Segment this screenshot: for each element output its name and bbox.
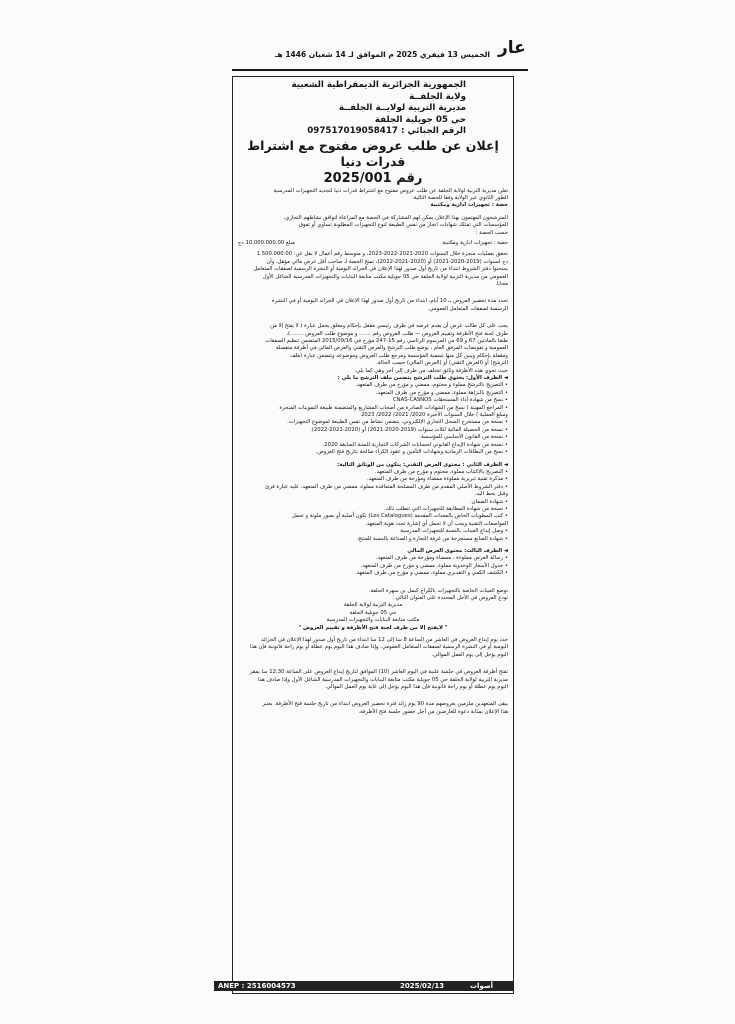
intro-lot: حصة : تجهيزات ادارية ومكتبية (430, 202, 508, 209)
envelope-1-item: • نسخ من شهادة أداء المستحقات CNAS-CASNOS (238, 397, 508, 404)
envelope-1-item: • نسخة من شهادة الإيداع القانوني لحسابات الشركات التجارية للسنة السابقة 2020. (238, 442, 508, 449)
submission-line: ومقفلة بإحكام ويبين كل منها تسمية المؤسسة ومرجع طلب العروض وموضوعه وتتضمن عبارة (ملف (290, 352, 508, 359)
envelope-1-item: • نسخة من القانون الأساسي للمؤسسة. (238, 434, 508, 441)
masthead: عار (498, 38, 526, 58)
duration-line: تحدد مدة تحضير العروض بـ 10 أيام، ابتداء من تاريخ أول صدور لهذا الإعلان في الجرائد اليومية أو في النشرة (271, 298, 508, 305)
envelope-2-item: المواصفات التقنية ويجب أن لا تحمل أي إشارة تحدد هوية المتعهد. (365, 520, 508, 527)
opening-line: اليوم يوم عطلة أو يوم راحة قانونية فإن هذا اليوم يؤجل إلى غاية يوم العمل الموالي. (324, 684, 508, 691)
envelope-1-item: ومبلغ العملية ) خلال السنوات الأخيرة 2020/ 2021/ 2022/ 2023 (361, 412, 508, 419)
header-line: حي 05 جويلية الجلفة (374, 114, 466, 125)
envelope-1-item: • التصريح بالنزاهة مملوء، ممضي و مؤرخ من طرف المتعهد. (238, 390, 508, 397)
envelope-1-item: • التصريح بالترشح مملوء و مختوم، ممضي و مؤرخ من طرف المتعهد. (238, 382, 508, 389)
capacity-line: دج لسنوات (2019-2020-2021) أو (2020-2021-2022)، تمنح الحصة لـ صاحب أقل عرض مالي مؤهل، وأن (266, 258, 508, 265)
submission-line: الترشح) أو (العرض التقني) أو (العرض المالي) حسب الحالة. (376, 360, 508, 367)
submission-line: حيث تحوي هذه الأظرفة وثائق تختلف من ظرف إلى آخر وهي كما يلي: (354, 367, 508, 374)
intro-line: الطور الثانوي عبر الولاية وفقا للحصة التالية: (411, 194, 508, 201)
header-date: الخميس 13 فيفري 2025 م الموافق لـ 14 شعبان 1446 هـ (274, 50, 490, 59)
envelope-2-item: • شهادة الضمان. (238, 499, 508, 506)
opening-line: تفتح أظرفة العروض في جلسة علنية في اليوم العاشر (10) الموافق لتاريخ إيداع العروض على الساعة 12:30 سا بمقر (249, 669, 508, 676)
envelope-2-item: • كتب المطويات الخاص بالمعدات المقدمة (Les Catalogues) تكون أصلية أو بصور ملونة و تحمل (238, 513, 508, 520)
envelope-3-title: ◄ الظرف الثالث: محتوى العرض المالي (238, 548, 508, 555)
capacity-line: مجانا. (495, 280, 508, 287)
header-rule (232, 69, 528, 71)
anep-reference: ANEP : 2516004573 (218, 982, 296, 990)
eligibility-line: المترشحون المهتمون بهذا الإعلان يمكن لهم المشاركة في الحصة مع المراعاة لتوافق نشاطهم التجاري، (283, 214, 508, 221)
envelope-1-item: • نسخة من الحصيلة المالية لثلاث سنوات (2019-2020-2021) أو (2020-2021-2022). (238, 427, 508, 434)
header-line: ولاية الجلفــة (409, 91, 466, 102)
capacity-line: العمومي من مديرية التربية لولاية الجلفة حي 05 جويلية مكتب متابعة البنايات والتجهيزات المدرسية الشاغل الأول (262, 273, 508, 280)
envelope-1-item: • نسخة من مستخرج السجل التجاري الإلكتروني، يتضمن نشاط من نفس الطبيعة لموضوع التجهيزات. (238, 419, 508, 426)
deadline-line: حدد يوم إيداع العروض في العاشر من الساعة 8 سا إلى 12 سا ابتداء من تاريخ أول صدور لهذا الإعلان في الجرائد (261, 637, 508, 644)
capacity-line: تحقق بعمليات منجزة خلال السنوات 2020-2021-2022-2023، و متوسط رقم أعمال لا يقل عن: 1.500.000.00 (256, 251, 508, 258)
submission-line: يجب على كل طالب عرض أن يقدم عرضه في ظرف رئيسي مقفل بإحكام ومغلق يحمل عبارة ( لا يفتح إلا من (270, 323, 508, 330)
envelope-2-item: • التصريح بالاكتتاب مملوء، مختوم و مؤرخ من طرف المتعهد. (238, 469, 508, 476)
header-line: الرقم الجبائي : 097517019058417 (307, 126, 466, 136)
amount-lot: حصة : تجهيزات ادارية ومكتبية (442, 239, 508, 246)
submission-line: طبقا بالمادتين 67 و 69 من المرسوم الرئاسي رقم 15-247 مؤرخ في 2015/09/16 المتضمن تنظيم الصفقات (265, 338, 508, 344)
header-line: الجمهورية الجزائرية الديمقراطية الشعبية (291, 80, 466, 90)
envelope-1-item: • نسخ من البطاقات الرمادية وشهادات التأمين و عقود الكراء صالحة بتاريخ فتح العروض. (238, 449, 508, 456)
validity-line: يبقى المتعهدين ملزمين بعروضهم مدة 90 يوم زائد فترة تحضير العروض ابتداء من تاريخ جلسة فتح الأظرفة. يعتبر (262, 701, 508, 708)
eligibility-line: المؤسسات التي تمتلك شهادات انجاز من نفس الطبيعة لنوع التجهيزات المطلوبة تساوي أو تفوق (298, 222, 508, 229)
samples-line: توضع العينات الخاصة بالتجهيزات بالكراج كبمل بن سهرة الجلفة. (368, 587, 508, 594)
announcement-number: رقم 2025/001 (323, 170, 423, 186)
envelope-3-item: • رسالة العرض مملوءة ، ممضاة ومؤرخة من طرف المتعهد. (238, 555, 508, 562)
submission-line: طرف لجنة فتح الأظرفة وتقييم العروض — طلب العروض رقم ....... و موضوع طلب العروض ........)، (286, 330, 508, 337)
envelope-1-item: • المراجع المهنية ( نسخ من الشهادات الصادرة من أصحاب المشاريع والمتضمنة طبيعة التموينات المنجزة (238, 405, 508, 412)
envelope-2-item: • دفتر الشروط الأصلي المقدم من طرف المصلحة المتعاقدة مملوء، ممضي من طرف المتعهد، عليه عبارة قرئ (238, 484, 508, 491)
header-line: مديرية التربية لولايــة الجلفــة (338, 103, 466, 113)
announcement-title: إعلان عن طلب عروض مفتوح مع اشتراط قدرات دنيا (247, 137, 499, 169)
address-line: " لايفتح إلا من طرف لجنة فتح الأظرفة و تقييم العروض " (298, 624, 448, 631)
deadline-line: اليومية أو في النشرة الرسمية لصفقات المتعامل العمومي. وإذا صادف هذا اليوم يوم عطلة أو يوم راحة قانونية فإن هذا (249, 644, 508, 651)
eligibility-line: حسب الحصة : (475, 229, 508, 236)
validity-line: هذا الإعلان بمثابة دعوة للعارضين من أجل حضور جلسة فتح الأظرفة. (358, 708, 508, 715)
opening-line: مديرية التربية لولاية الجلفة حي 05 جويلية مكتب متابعة البنايات والتجهيزات المدرسية الشاغل الأول وإذا صادف هذا (257, 676, 508, 683)
envelope-2-item: • مذكرة تقنية تبريرية مملوءة ممضاة ومؤرخة من طرف المتعهد. (238, 476, 508, 483)
envelope-2-item: • وصل إيداع العينات بالنسبة للتجهيزات المدرسية (238, 528, 508, 535)
submission-line: العمومية و تفويضات المرفق العام ، يوضع طلب الترشح والعرض التقني والعرض المالي في أظرفة منفصلة (276, 345, 508, 352)
address-line: مكتب متابعة البنايات والتجهيزات المدرسية (326, 617, 420, 624)
footer-source: أصوات (470, 982, 493, 990)
deadline-line: اليوم يؤجل إلى يوم العمل الموالي. (431, 651, 508, 658)
envelope-2-item: وقبل بخط اليد. (474, 491, 508, 498)
footer-date: 2025/02/13 (400, 982, 445, 990)
address-line: حي 05 جويلية الجلفة (349, 609, 397, 616)
envelope-3-item: • الكشف الكمي و التقديري مملوء، ممضي و مؤرخ من طرف المتعهد. (238, 570, 508, 577)
capacity-line: يسحبوا دفتر الشروط ابتداء من تاريخ أول صدور لهذا الإعلان في الجرائد اليومية أو النشرة الرسمية لصفقات المتعامل (253, 266, 508, 273)
samples-line: تودع العروض في الأجل المحددة على العنوان التالي : (392, 595, 508, 601)
envelope-2-item: • نسخة من شهادة المطابقة للتجهيزات التي تتطلب ذلك. (238, 506, 508, 513)
amount-row (238, 240, 508, 247)
intro-line: تعلن مديرية التربية لولاية الجلفة عن طلب عروض مفتوح مع اشتراط قدرات دنيا لتجديد التجهيزات المدرسية (273, 187, 508, 194)
amount-value: مبلغ 10.000.000.00 دج (238, 239, 295, 246)
envelope-2-title: ◄ الظرف الثاني : محتوى العرض التقني: يتكون من الوثائق التالية: (238, 462, 508, 469)
envelope-3-item: • جدول الأسعار الوحدوية مملوء، ممضي و مؤرخ من طرف المتعهد. (238, 563, 508, 570)
duration-line: الرسمية لصفقات المتعامل العمومي. (427, 305, 508, 312)
announcement-content (238, 80, 508, 716)
envelope-1-title: ◄ الظرف الأول: يحتوي طلب الترشح يتضمن ملف الترشح ما يلي : (238, 375, 508, 382)
envelope-2-item: • شهادة الصانع مستخرجة من غرفة التجارة و الصناعة بالنسبة للمنتج. (238, 536, 508, 543)
address-line: مديرية التربية لولاية الجلفة (343, 602, 403, 609)
